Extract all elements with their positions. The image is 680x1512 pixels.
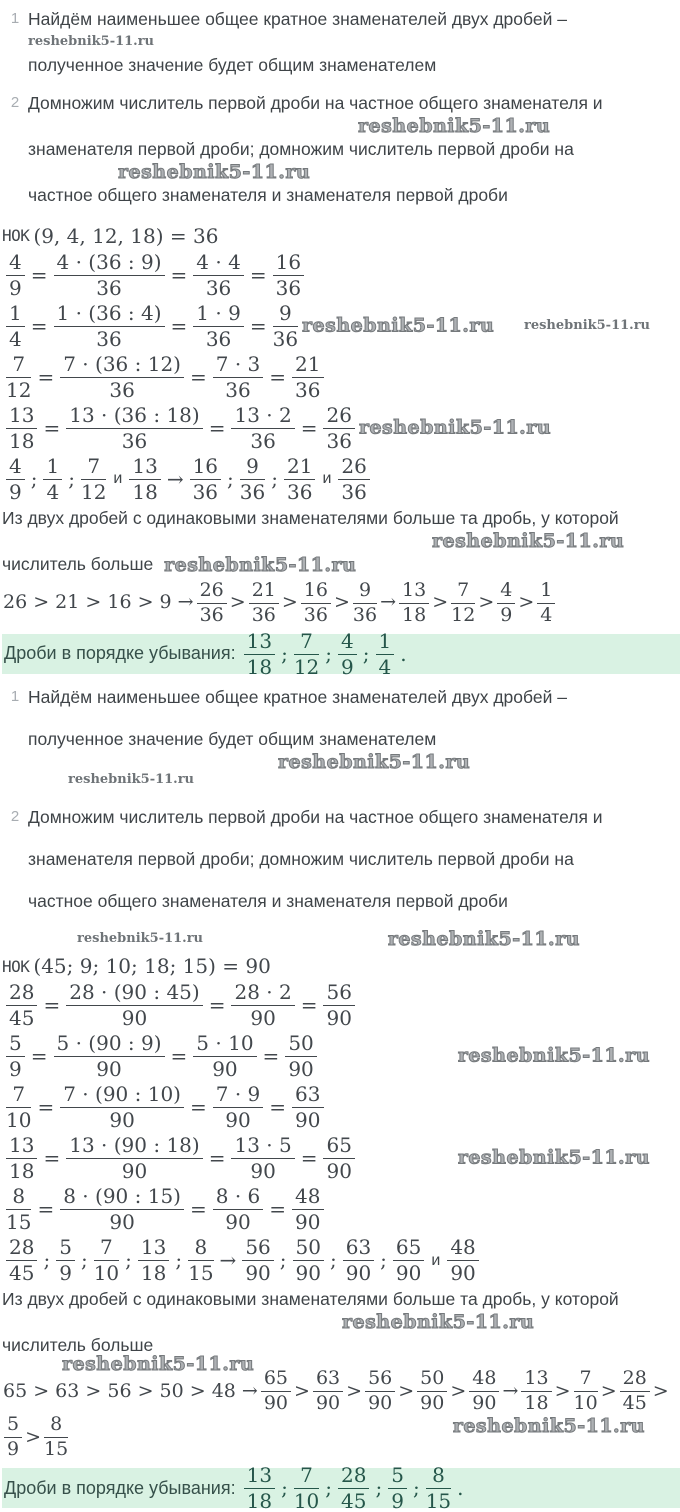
answer-band-fractions [240,1464,466,1512]
watermark: reshebnik5-11.ru [457,1044,650,1067]
fraction: $\frac{13}{18}$ [244,630,275,678]
fraction: $\frac{1}{4}$ [43,455,62,503]
math-text: > [25,1425,42,1448]
nok-line [2,953,680,979]
fraction: $\frac{65}{90}$ [261,1368,291,1414]
step-text-line: знаменателя первой дроби; домножим числитель первой дроби на [28,139,574,159]
math-text: > [346,1379,363,1402]
fraction: $\frac{13}{18}$ [138,1236,169,1284]
math-text: > [333,591,350,614]
answer-band-fractions [240,630,409,678]
fraction: $\frac{8}{15}$ [425,1463,452,1512]
math-text: = [43,415,61,440]
step-text-line: знаменателя первой дроби; домножим числитель первой дроби на [28,848,574,869]
fraction: $\frac{13 \cdot (90 : 18)}{90}$ [66,1134,202,1182]
step-text [28,686,680,790]
math-text: = [37,1095,55,1120]
fraction: $\frac{7}{10}$ [573,1367,598,1415]
fraction: $\frac{56}{90}$ [242,1236,273,1284]
math-text: = [170,262,188,287]
rule-text-line: Из двух дробей с одинаковыми знаменателями больше та дробь, у которой [2,1289,619,1310]
math-text: ; [30,466,38,491]
math-text: = [170,1044,188,1069]
math-text: ; [329,1248,337,1273]
equation-line [2,981,680,1029]
watermark: reshebnik5-11.ru [68,771,195,787]
step-text [28,806,680,912]
fraction: $\frac{8}{15}$ [188,1235,214,1286]
watermark: reshebnik5-11.ru [28,34,155,49]
equation-line [2,251,680,299]
fraction: $\frac{21}{36}$ [249,580,279,626]
fraction: $\frac{7}{12}$ [80,453,107,504]
answer-band [2,1463,680,1512]
step-text-line: полученное значение будет общим знаменателем [28,728,437,749]
fraction: $\frac{5}{9}$ [6,1032,25,1080]
fraction: $\frac{9}{36}$ [272,300,299,351]
fraction: $\frac{7 \cdot 3}{36}$ [213,353,264,401]
fraction: $\frac{26}{36}$ [197,580,227,626]
fraction: $\frac{7}{10}$ [6,1082,32,1133]
watermark: reshebnik5-11.ru [358,115,551,137]
step-text [28,8,680,76]
math-text: = [189,364,207,389]
math-text: > [281,591,298,614]
fraction: $\frac{13}{18}$ [244,1464,275,1512]
math-text: → [219,1248,237,1273]
math-text: 65 > 63 > 56 > 50 > 48 → [3,1379,258,1402]
fraction: $\frac{5}{9}$ [388,1464,407,1512]
fraction: $\frac{8}{15}$ [6,1184,32,1235]
fraction: $\frac{7}{12}$ [451,578,476,626]
math-text: = [43,1146,61,1171]
step-number: 1 [10,687,20,705]
rule-text-fragment: числитель больше [2,553,154,574]
fraction: $\frac{13 \cdot 5}{90}$ [231,1134,294,1182]
math-text: . [400,641,407,666]
nok-line [2,222,680,248]
answer-band [2,628,680,679]
fraction: $\frac{9}{36}$ [239,453,266,504]
fraction: $\frac{26}{36}$ [338,455,369,503]
math-text: = [37,364,55,389]
math-text: > [229,591,246,614]
fraction: $\frac{21}{36}$ [292,353,323,401]
step-item [2,806,680,912]
fraction: $\frac{28}{45}$ [6,1236,37,1284]
math-text: → [166,466,184,491]
comparison-line [2,1368,680,1460]
math-text: > [398,1379,415,1402]
math-text: = [30,313,48,338]
fraction: $\frac{13 \cdot 2}{36}$ [231,404,294,452]
math-text: = [208,1146,226,1171]
fraction: $\frac{1}{4}$ [6,302,25,350]
fraction: $\frac{4}{9}$ [497,580,515,626]
math-text: (45; 9; 10; 18; 15) = 90 [33,954,271,979]
math-text: ; [375,1476,383,1500]
math-text: > [554,1379,571,1402]
watermark: reshebnik5-11.ru [432,529,625,552]
fraction: $\frac{56}{90}$ [323,981,354,1029]
math-text: = [43,993,61,1018]
math-text: = [269,1095,287,1120]
watermark: reshebnik5-11.ru [523,317,650,333]
fraction: $\frac{50}{90}$ [293,1236,324,1284]
math-connector: и [113,469,123,487]
fraction: $\frac{21}{36}$ [284,455,315,503]
math-text: ; [279,1248,287,1273]
solution-block-2 [2,686,680,1512]
math-text: ; [380,1248,387,1273]
rule-text-line: Из двух дробей с одинаковыми знаменателями больше та дробь, у которой [2,507,619,528]
step-item [2,92,680,206]
watermark: reshebnik5-11.ru [452,1415,645,1438]
fraction: $\frac{13}{18}$ [399,580,429,626]
math-connector: и [431,1251,441,1269]
step-number: 2 [10,807,20,825]
fraction: $\frac{50}{90}$ [417,1368,447,1414]
math-text: = [208,993,226,1018]
step-text-line: Домножим числитель первой дроби на частное общего знаменателя и [28,806,603,827]
math-connector: и [322,469,332,487]
math-text: = [300,415,318,440]
equation-line [2,1185,680,1233]
equation-line [2,404,680,452]
fraction: $\frac{63}{90}$ [313,1368,343,1414]
math-text: → [380,591,397,614]
comparison-line [2,580,680,626]
fraction: $\frac{4 \cdot (36 : 9)}{36}$ [54,251,165,299]
fraction: $\frac{7 \cdot (36 : 12)}{36}$ [60,353,184,401]
fraction: $\frac{56}{90}$ [365,1368,395,1414]
fraction: $\frac{9}{36}$ [352,578,378,626]
math-text: = [30,262,48,287]
watermark: reshebnik5-11.ru [387,927,580,950]
math-text: = [262,1044,280,1069]
math-text: ; [362,641,370,666]
fractions-list-line [2,455,680,503]
fraction: $\frac{5}{9}$ [4,1414,22,1460]
math-text: ; [281,1476,288,1500]
step-text-line: Найдём наименьшее общее кратное знаменателей двух дробей – [28,686,567,707]
fraction: $\frac{1 \cdot 9}{36}$ [193,302,244,350]
fraction: $\frac{13}{18}$ [521,1368,551,1414]
math-text: ; [271,466,278,491]
fraction: $\frac{1}{4}$ [376,630,395,678]
watermark: reshebnik5-11.ru [302,314,495,337]
fraction: $\frac{48}{90}$ [292,1185,323,1233]
step-text [28,92,680,206]
fraction: $\frac{16}{36}$ [190,455,221,503]
step-item [2,8,680,76]
step-number: 1 [10,10,20,27]
fraction: $\frac{7}{12}$ [6,351,32,402]
fraction: $\frac{65}{90}$ [393,1236,424,1284]
rule-text-line: числитель больше [2,1335,154,1356]
math-text: = [300,1146,318,1171]
step-text-line: полученное значение будет общим знаменателем [28,55,437,75]
fraction: $\frac{13 \cdot (36 : 18)}{36}$ [66,404,202,452]
answer-band-label: Дроби в порядке убывания: [4,1477,236,1498]
step-text-line: частное общего знаменателя и знаменателя первой дроби [28,890,508,911]
math-text: = [249,262,267,287]
fraction: $\frac{1 \cdot (36 : 4)}{36}$ [54,302,165,350]
equation-line [2,1032,680,1080]
watermark: reshebnik5-11.ru [457,1146,650,1169]
math-text: ; [281,641,288,666]
math-function-name: НОК [2,956,30,976]
math-text: = [269,364,287,389]
math-text: ; [175,1248,183,1273]
fraction: $\frac{28 \cdot (90 : 45)}{90}$ [66,981,202,1029]
math-text: = [37,1197,55,1222]
fraction: $\frac{13}{18}$ [6,404,37,452]
math-function-name: НОК [2,225,30,245]
fractions-list-line [2,1236,680,1284]
fraction: $\frac{48}{90}$ [447,1236,478,1284]
fraction: $\frac{65}{90}$ [323,1134,354,1182]
watermark: reshebnik5-11.ru [62,1353,255,1376]
fraction: $\frac{28}{45}$ [620,1368,650,1414]
fraction: $\frac{13}{18}$ [6,1134,37,1182]
rule-text [2,1288,680,1374]
fraction: $\frac{16}{36}$ [301,580,331,626]
math-text: 26 > 21 > 16 > 9 → [3,591,194,614]
rule-text-line [2,553,680,576]
step-text-line: Домножим числитель первой дроби на частное общего знаменателя и [28,93,603,113]
fraction: $\frac{28}{45}$ [338,1464,369,1512]
fraction: $\frac{8 \cdot 6}{90}$ [213,1185,264,1233]
watermark: reshebnik5-11.ru [118,161,311,183]
math-text: > [450,1379,467,1402]
math-text: = [170,313,188,338]
fraction: $\frac{4}{9}$ [6,455,25,503]
step-item [2,686,680,790]
fraction: $\frac{50}{90}$ [285,1032,316,1080]
fraction: $\frac{4 \cdot 4}{36}$ [193,251,244,299]
math-text: > [600,1379,617,1402]
fraction: $\frac{5 \cdot 10}{90}$ [193,1032,256,1080]
fraction: $\frac{28}{45}$ [6,981,37,1029]
math-text: ; [125,1248,132,1273]
fraction: $\frac{8}{15}$ [44,1413,69,1461]
math-text: ; [80,1248,88,1273]
equation-line [2,1134,680,1182]
watermark: reshebnik5-11.ru [278,750,471,773]
math-text: . [457,1476,464,1500]
fraction: $\frac{1}{4}$ [537,580,555,626]
solution-block-1 [2,8,680,679]
equation-line [2,302,680,350]
equation-line [2,353,680,401]
math-text: → [502,1379,519,1402]
math-text: = [30,1044,48,1069]
fraction: $\frac{48}{90}$ [469,1368,499,1414]
math-text: > [294,1379,310,1402]
math-text: > [518,591,535,614]
math-text: ; [325,641,333,666]
math-text: ; [412,1476,420,1500]
fraction: $\frac{7}{10}$ [93,1235,120,1286]
fraction: $\frac{7 \cdot (90 : 10)}{90}$ [60,1083,184,1131]
fraction: $\frac{4}{9}$ [338,630,357,678]
fraction: $\frac{7}{10}$ [293,1463,320,1512]
fraction: $\frac{63}{90}$ [292,1083,323,1131]
fraction: $\frac{7 \cdot 9}{90}$ [213,1083,264,1131]
fraction: $\frac{4}{9}$ [6,251,25,299]
step-text-line: Найдём наименьшее общее кратное знаменателей двух дробей – [28,9,567,29]
fraction: $\frac{5}{9}$ [56,1236,75,1284]
math-text: (9, 4, 12, 18) = 36 [33,223,219,248]
step-number: 2 [10,94,20,111]
equation-line [2,1083,680,1131]
math-text: ; [43,1248,51,1273]
watermark-row [2,928,680,950]
math-text: ; [68,466,75,491]
fraction: $\frac{5 \cdot (90 : 9)}{90}$ [54,1032,165,1080]
step-text-line: частное общего знаменателя и знаменателя первой дроби [28,185,508,205]
fraction: $\frac{7}{12}$ [293,628,320,679]
math-text: > [652,1379,669,1402]
watermark: reshebnik5-11.ru [164,553,357,576]
fraction: $\frac{63}{90}$ [343,1236,374,1284]
answer-band-label: Дроби в порядке убывания: [4,643,236,664]
math-text: ; [227,466,234,491]
math-text: = [269,1197,287,1222]
math-text: > [432,591,449,614]
fraction: $\frac{16}{36}$ [273,251,304,299]
rule-text [2,507,680,576]
math-text: = [189,1197,207,1222]
watermark: reshebnik5-11.ru [358,416,552,439]
math-text: ; [325,1476,333,1500]
math-text: = [189,1095,207,1120]
math-text: > [478,591,495,614]
fraction: $\frac{13}{18}$ [129,455,160,503]
fraction: $\frac{8 \cdot (90 : 15)}{90}$ [60,1185,184,1233]
math-text: = [300,993,318,1018]
watermark: reshebnik5-11.ru [77,931,204,947]
math-text: = [249,313,267,338]
fraction: $\frac{28 \cdot 2}{90}$ [231,981,294,1029]
fraction: $\frac{26}{36}$ [323,404,354,452]
watermark: reshebnik5-11.ru [342,1311,535,1334]
math-text: = [208,415,226,440]
